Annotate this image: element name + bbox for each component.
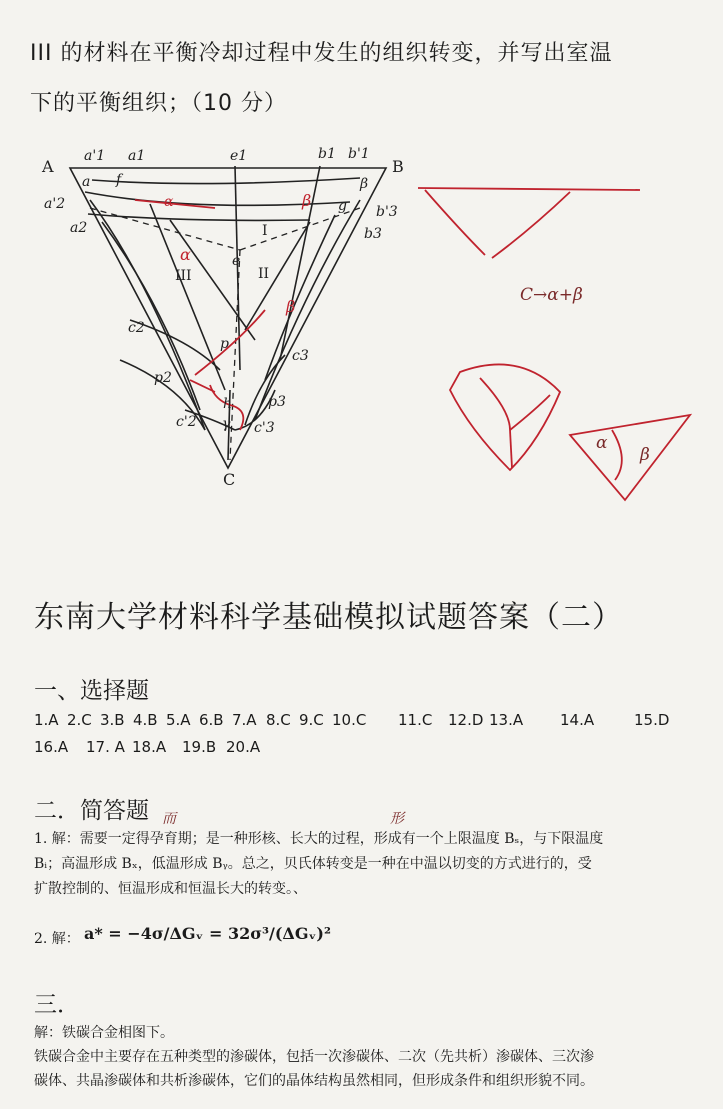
hand-alpha-mid: α	[180, 245, 191, 264]
hand-beta-mid: β	[286, 297, 296, 316]
mcq-answer: 12.D	[448, 711, 484, 729]
mcq-answer: 1.A	[34, 711, 59, 729]
mcq-answer: 17. A	[86, 738, 125, 756]
handwritten-annotation: 而	[162, 811, 176, 827]
label-a1p: a'1	[84, 148, 106, 164]
mcq-answer: 14.A	[560, 711, 595, 729]
ternary-phase-diagram	[30, 130, 404, 490]
curve-top-3	[88, 214, 310, 220]
label-a: a	[82, 174, 91, 190]
label-alpha-red: α	[164, 194, 174, 210]
hand-beta-top: β	[302, 191, 312, 210]
mcq-answer: 6.B	[199, 711, 224, 729]
region-III-label: III	[175, 268, 192, 284]
label-e1: e1	[230, 148, 248, 164]
label-gamma: γ	[222, 416, 231, 432]
region-I-label: I	[262, 223, 268, 239]
q1-answer-line-1: 1. 解：需要一定得孕育期；是一种形核、长大的过程，形成有一个上限温度 Bₛ，与下限温度	[34, 831, 604, 847]
q3-answer-line-3: 碳体、共晶渗碳体和共析渗碳体，它们的晶体结构虽然相同，但形成条件和组织形貌不同。	[34, 1073, 594, 1089]
sketch-triangle-small	[570, 415, 690, 500]
label-b3: b3	[364, 226, 382, 242]
label-p: p	[220, 336, 229, 352]
q3-answer-line-1: 解：铁碳合金相图下。	[34, 1025, 174, 1041]
question-line-2: 下的平衡组织；（10 分）	[30, 91, 287, 116]
mcq-answer: 13.A	[489, 711, 524, 729]
mcq-answer: 5.A	[166, 711, 191, 729]
label-b1: b1	[318, 146, 336, 162]
mcq-answer: 16.A	[34, 738, 69, 756]
mcq-answer: 10.C	[332, 711, 367, 729]
label-e: e	[232, 253, 241, 269]
handwritten-annotation: 形	[390, 811, 404, 827]
vertex-B-label: B	[392, 157, 404, 176]
q1-answer-line-2: Bᵢ；高温形成 Bₓ，低温形成 Bᵧ。总之，贝氏体转变是一种在中温以切变的方式进行的，受	[34, 856, 592, 872]
label-f: f	[116, 172, 122, 188]
mcq-answer: 8.C	[266, 711, 291, 729]
vertex-A-label: A	[42, 157, 54, 176]
label-c2: c2	[128, 320, 145, 336]
section-2-heading: 二．简答题	[34, 798, 149, 824]
q3-answer-line-2: 铁碳合金中主要存在五种类型的渗碳体，包括一次渗碳体、二次（先共析）渗碳体、三次渗	[34, 1049, 594, 1065]
mcq-answer: 19.B	[182, 738, 217, 756]
label-c3: c3	[292, 348, 309, 364]
curve-top-inner	[92, 178, 360, 184]
mcq-answer: 15.D	[634, 711, 670, 729]
label-b3p: b'3	[376, 204, 398, 220]
mcq-answer: 9.C	[299, 711, 324, 729]
section-3-heading: 三．	[34, 992, 80, 1018]
q1-answer-line-3: 扩散控制的、恒温形成和恒温长大的转变。、	[34, 881, 307, 897]
label-b1p: b'1	[348, 146, 370, 162]
mcq-answer: 20.A	[226, 738, 261, 756]
label-p3: p3	[268, 394, 286, 410]
mcq-answer: 4.B	[133, 711, 158, 729]
label-g: g	[338, 198, 347, 214]
label-a2p: a'2	[44, 196, 66, 212]
handwritten-sketches	[400, 160, 700, 500]
label-a2: a2	[70, 220, 88, 236]
section-1-heading: 一、选择题	[34, 678, 149, 704]
hand-alpha-small: α	[596, 433, 608, 453]
label-beta: β	[360, 176, 369, 192]
question-line-1: III 的材料在平衡冷却过程中发生的组织转变，并写出室温	[30, 41, 613, 66]
mcq-answer: 3.B	[100, 711, 125, 729]
label-p2: p2	[154, 370, 172, 386]
sketch-triangle-curved	[450, 364, 560, 470]
label-c2p: c'2	[176, 414, 197, 430]
vertex-C-label: C	[223, 470, 236, 489]
region-II-label: II	[258, 266, 270, 282]
label-a1: a1	[128, 148, 146, 164]
mcq-answer: 7.A	[232, 711, 257, 729]
label-c3p: c'3	[254, 420, 275, 436]
mcq-answer: 11.C	[398, 711, 433, 729]
mcq-answer: 18.A	[132, 738, 167, 756]
hand-reaction-note: C→α+β	[520, 285, 583, 305]
sketch-triangle-top	[418, 188, 640, 190]
q2-answer-prefix: 2. 解：	[34, 931, 80, 947]
mcq-answer: 2.C	[67, 711, 92, 729]
hand-beta-small: β	[640, 445, 650, 465]
q2-formula: a* = −4σ/ΔGᵥ = 32σ³/(ΔGᵥ)²	[84, 924, 331, 943]
label-h: h	[223, 396, 233, 412]
answer-title: 东南大学材料科学基础模拟试题答案（二）	[34, 600, 623, 635]
